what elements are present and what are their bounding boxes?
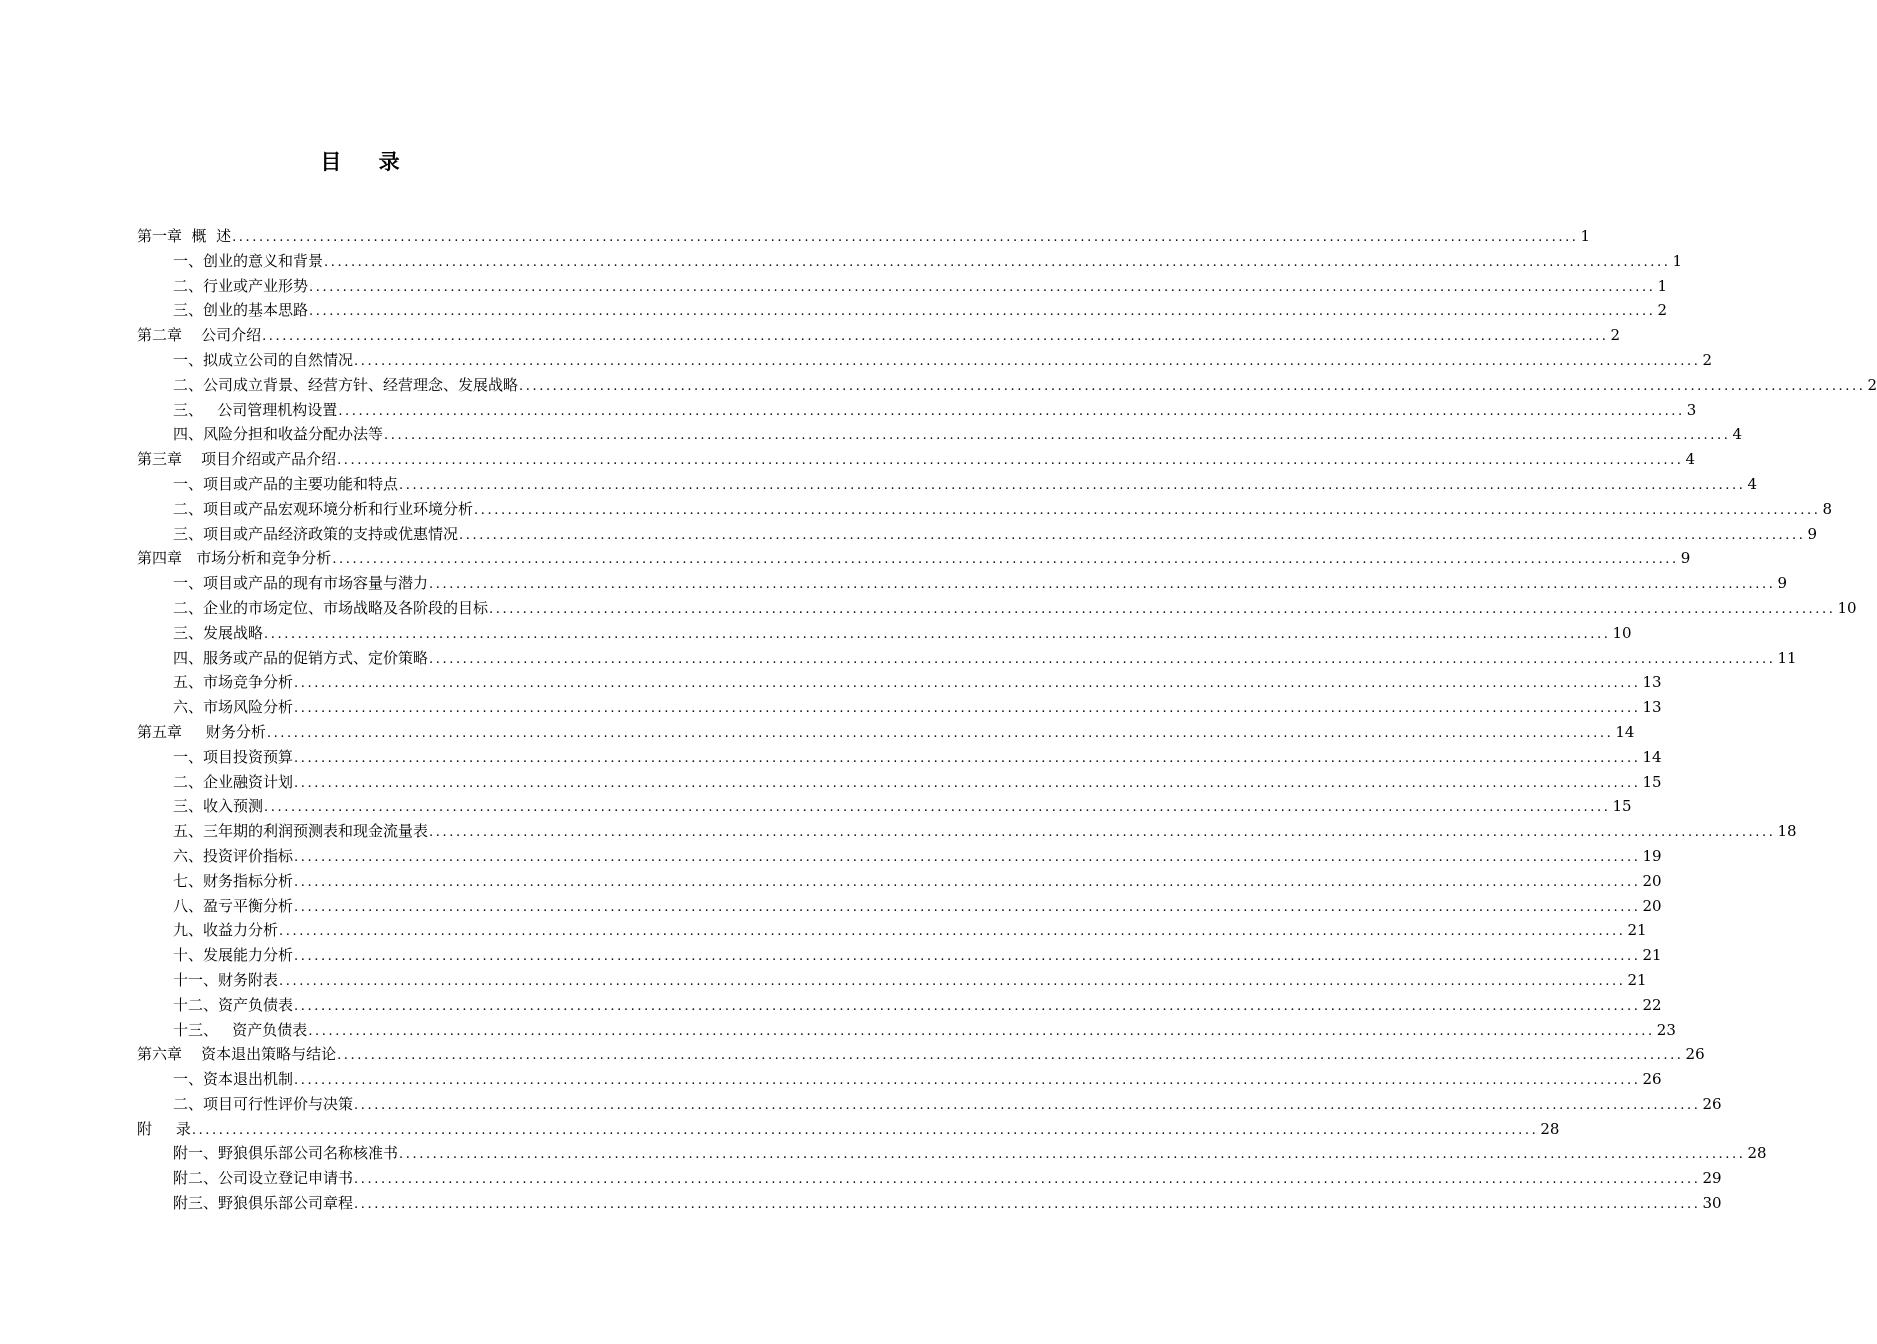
toc-page-number: 23: [1656, 1020, 1676, 1039]
dot-leader: ........................................................................................................................................................................................................: [459, 527, 1806, 543]
toc-entry-title: 第三章 项目介绍或产品介绍: [137, 450, 337, 469]
dot-leader: ........................................................................................................................................................................................................: [332, 552, 1679, 568]
toc-section-entry[interactable]: [137, 993, 1662, 1018]
toc-page-number: 19: [1642, 846, 1662, 865]
toc-page-number: 10: [1837, 598, 1857, 617]
dot-leader: ........................................................................................................................................................................................................: [294, 775, 1641, 791]
toc-page-number: 4: [1732, 425, 1743, 444]
toc-page-number: 20: [1642, 896, 1662, 915]
toc-section-entry[interactable]: [137, 596, 1857, 621]
toc-page-number: 8: [1822, 499, 1833, 518]
toc-section-entry[interactable]: [137, 348, 1713, 373]
dot-leader: ........................................................................................................................................................................................................: [519, 378, 1866, 394]
dot-leader: ........................................................................................................................................................................................................: [309, 304, 1656, 320]
toc-entry-title: 三、收入预测: [173, 797, 264, 816]
toc-page-number: 21: [1627, 921, 1647, 940]
toc-entry-title: 十一、财务附表: [173, 970, 279, 989]
toc-section-entry[interactable]: [137, 274, 1668, 299]
toc-entry-title: 第五章 财务分析: [137, 722, 266, 741]
toc-entry-title: 第六章 资本退出策略与结论: [137, 1045, 337, 1064]
toc-entry-title: 二、行业或产业形势: [173, 276, 309, 295]
dot-leader: ........................................................................................................................................................................................................: [191, 1122, 1539, 1138]
dot-leader: ........................................................................................................................................................................................................: [232, 230, 1579, 245]
toc-page-number: 10: [1612, 623, 1632, 642]
toc-page-number: 9: [1680, 549, 1691, 568]
toc-section-entry[interactable]: [137, 844, 1662, 869]
toc-entry-title: 一、项目投资预算: [173, 747, 294, 766]
toc-section-entry[interactable]: [137, 1092, 1722, 1117]
toc-section-entry[interactable]: [137, 249, 1683, 274]
toc-entry-title: 三、创业的基本思路: [173, 301, 309, 320]
toc-chapter-entry[interactable]: [137, 323, 1621, 348]
toc-entry-title: 九、收益力分析: [173, 921, 279, 940]
toc-page-number: 2: [1867, 375, 1877, 394]
toc-page-number: 1: [1580, 227, 1591, 245]
dot-leader: ........................................................................................................................................................................................................: [294, 899, 1641, 915]
toc-section-entry[interactable]: [137, 373, 1877, 398]
toc-entry-title: 四、风险分担和收益分配办法等: [173, 425, 384, 444]
toc-entry-title: 六、投资评价指标: [173, 846, 294, 865]
dot-leader: ........................................................................................................................................................................................................: [264, 800, 1611, 816]
toc-page-number: 9: [1777, 574, 1788, 593]
dot-leader: ........................................................................................................................................................................................................: [294, 849, 1641, 865]
toc-entry-title: 五、三年期的利润预测表和现金流量表: [173, 822, 429, 841]
dot-leader: ........................................................................................................................................................................................................: [324, 254, 1671, 270]
toc-section-entry[interactable]: [137, 745, 1662, 770]
toc-page-number: 26: [1642, 1070, 1662, 1089]
dot-leader: ........................................................................................................................................................................................................: [294, 701, 1641, 717]
toc-page-number: 13: [1642, 673, 1662, 692]
toc-section-entry[interactable]: [137, 918, 1647, 943]
toc-entry-title: 三、 公司管理机构设置: [173, 400, 338, 419]
dot-leader: ........................................................................................................................................................................................................: [337, 453, 1684, 469]
toc-entry-title: 一、项目或产品的现有市场容量与潜力: [173, 574, 429, 593]
dot-leader: ........................................................................................................................................................................................................: [279, 924, 1626, 940]
toc-page-number: 21: [1642, 946, 1662, 965]
dot-leader: ........................................................................................................................................................................................................: [474, 502, 1821, 518]
dot-leader: ........................................................................................................................................................................................................: [354, 353, 1701, 369]
toc-entry-title: 三、发展战略: [173, 623, 264, 642]
toc-page-number: 4: [1747, 474, 1758, 493]
toc-page-number: 1: [1672, 251, 1683, 270]
toc-page-number: 2: [1610, 326, 1621, 345]
toc-page-number: 28: [1540, 1119, 1560, 1138]
toc-entry-title: 附二、公司设立登记申请书: [173, 1169, 354, 1188]
toc-entry-title: 附三、野狼俱乐部公司章程: [173, 1194, 354, 1213]
toc-section-entry[interactable]: [137, 571, 1788, 596]
toc-section-entry[interactable]: [137, 472, 1758, 497]
dot-leader: ........................................................................................................................................................................................................: [266, 725, 1614, 741]
dot-leader: ........................................................................................................................................................................................................: [294, 1073, 1641, 1089]
toc-page-number: 18: [1777, 822, 1797, 841]
dot-leader: ........................................................................................................................................................................................................: [279, 973, 1626, 989]
dot-leader: ........................................................................................................................................................................................................: [429, 825, 1776, 841]
toc-page-number: 29: [1702, 1169, 1722, 1188]
toc-page-number: 28: [1747, 1144, 1767, 1163]
toc-chapter-entry[interactable]: [137, 1042, 1705, 1067]
toc-entry-title: 十、发展能力分析: [173, 946, 294, 965]
toc-section-entry[interactable]: [137, 794, 1632, 819]
dot-leader: ........................................................................................................................................................................................................: [262, 329, 1609, 345]
toc-section-entry[interactable]: [137, 770, 1662, 795]
toc-page-number: 3: [1686, 400, 1697, 419]
toc-page-number: 2: [1657, 301, 1668, 320]
toc-entry-title: 二、公司成立背景、经营方针、经营理念、发展战略: [173, 375, 519, 394]
toc-chapter-entry[interactable]: [137, 447, 1696, 472]
dot-leader: ........................................................................................................................................................................................................: [354, 1172, 1701, 1188]
toc-page-number: 21: [1627, 970, 1647, 989]
toc-section-entry[interactable]: [137, 522, 1818, 547]
toc-section-entry[interactable]: [137, 670, 1662, 695]
toc-page-number: 9: [1807, 524, 1818, 543]
toc-page-number: 20: [1642, 871, 1662, 890]
dot-leader: ........................................................................................................................................................................................................: [384, 428, 1731, 444]
toc-page-number: 1: [1657, 276, 1668, 295]
toc-entry-title: 三、项目或产品经济政策的支持或优惠情况: [173, 524, 459, 543]
toc-section-entry[interactable]: [137, 894, 1662, 919]
toc-section-entry[interactable]: [137, 819, 1797, 844]
toc-section-entry[interactable]: [137, 1166, 1722, 1191]
toc-chapter-entry[interactable]: [137, 720, 1635, 745]
toc-section-entry[interactable]: [137, 968, 1647, 993]
toc-section-entry[interactable]: [137, 1067, 1662, 1092]
toc-section-entry[interactable]: [137, 497, 1833, 522]
dot-leader: ........................................................................................................................................................................................................: [264, 626, 1611, 642]
toc-section-entry[interactable]: [137, 398, 1697, 423]
toc-page-number: 4: [1685, 450, 1696, 469]
toc-section-entry[interactable]: [137, 1018, 1676, 1043]
toc-entry-title: 二、企业融资计划: [173, 772, 294, 791]
toc-page-number: 14: [1615, 722, 1635, 741]
toc-page-number: 26: [1685, 1045, 1705, 1064]
toc-page-number: 13: [1642, 698, 1662, 717]
toc-section-entry[interactable]: [137, 943, 1662, 968]
toc-entry-title: 四、服务或产品的促销方式、定价策略: [173, 648, 429, 667]
toc-page-number: 30: [1702, 1194, 1722, 1213]
toc-section-entry[interactable]: [137, 1191, 1722, 1216]
toc-entry-title: 十三、 资产负债表: [173, 1020, 308, 1039]
toc-page-number: 26: [1702, 1094, 1722, 1113]
toc-entry-title: 八、盈亏平衡分析: [173, 896, 294, 915]
toc-section-entry[interactable]: [137, 298, 1668, 323]
dot-leader: ........................................................................................................................................................................................................: [294, 949, 1641, 965]
toc-entry-title: 一、资本退出机制: [173, 1070, 294, 1089]
toc-page-number: 15: [1612, 797, 1632, 816]
toc-page-number: 2: [1702, 350, 1713, 369]
toc-entry-title: 二、项目或产品宏观环境分析和行业环境分析: [173, 499, 474, 518]
toc-section-entry[interactable]: [137, 422, 1743, 447]
dot-leader: ........................................................................................................................................................................................................: [399, 477, 1746, 493]
toc-page-number: 11: [1777, 648, 1797, 667]
dot-leader: ........................................................................................................................................................................................................: [294, 998, 1641, 1014]
toc-entry-title: 二、项目可行性评价与决策: [173, 1094, 354, 1113]
dot-leader: ........................................................................................................................................................................................................: [399, 1147, 1746, 1163]
toc-section-entry[interactable]: [137, 695, 1662, 720]
toc-entry-title: 六、市场风险分析: [173, 698, 294, 717]
dot-leader: ........................................................................................................................................................................................................: [294, 676, 1641, 692]
dot-leader: ........................................................................................................................................................................................................: [354, 1197, 1701, 1213]
dot-leader: ........................................................................................................................................................................................................: [337, 1048, 1684, 1064]
toc-entry-title: 第二章 公司介绍: [137, 326, 262, 345]
toc-section-entry[interactable]: [137, 621, 1632, 646]
dot-leader: ........................................................................................................................................................................................................: [429, 651, 1776, 667]
dot-leader: ........................................................................................................................................................................................................: [338, 403, 1685, 419]
toc-entry-title: 二、企业的市场定位、市场战略及各阶段的目标: [173, 598, 489, 617]
toc-entry-title: 附一、野狼俱乐部公司名称核准书: [173, 1144, 399, 1163]
page-title: 目 录: [320, 150, 415, 174]
toc-entry-title: 一、拟成立公司的自然情况: [173, 350, 354, 369]
dot-leader: ........................................................................................................................................................................................................: [308, 1023, 1655, 1039]
toc-entry-title: 第一章 概 述: [137, 227, 232, 245]
toc-chapter-entry[interactable]: [137, 224, 1591, 249]
toc-entry-title: 七、财务指标分析: [173, 871, 294, 890]
toc-entry-title: 十二、资产负债表: [173, 995, 294, 1014]
toc-page-number: 22: [1642, 995, 1662, 1014]
dot-leader: ........................................................................................................................................................................................................: [489, 601, 1836, 617]
toc-section-entry[interactable]: [137, 1141, 1767, 1166]
toc-section-entry[interactable]: [137, 869, 1662, 894]
toc-page-number: 14: [1642, 747, 1662, 766]
toc-entry-title: 一、项目或产品的主要功能和特点: [173, 474, 399, 493]
dot-leader: ........................................................................................................................................................................................................: [354, 1097, 1701, 1113]
toc-entry-title: 第四章 市场分析和竞争分析: [137, 549, 332, 568]
toc-entry-title: 一、创业的意义和背景: [173, 251, 324, 270]
dot-leader: ........................................................................................................................................................................................................: [429, 577, 1776, 593]
toc-entry-title: 五、市场竞争分析: [173, 673, 294, 692]
table-of-contents: [137, 224, 1877, 1216]
dot-leader: ........................................................................................................................................................................................................: [294, 874, 1641, 890]
toc-section-entry[interactable]: [137, 646, 1797, 671]
toc-chapter-entry[interactable]: [137, 1117, 1560, 1142]
dot-leader: ........................................................................................................................................................................................................: [294, 750, 1641, 766]
toc-chapter-entry[interactable]: [137, 546, 1691, 571]
dot-leader: ........................................................................................................................................................................................................: [309, 279, 1656, 295]
toc-entry-title: 附 录: [137, 1119, 191, 1138]
toc-page-number: 15: [1642, 772, 1662, 791]
